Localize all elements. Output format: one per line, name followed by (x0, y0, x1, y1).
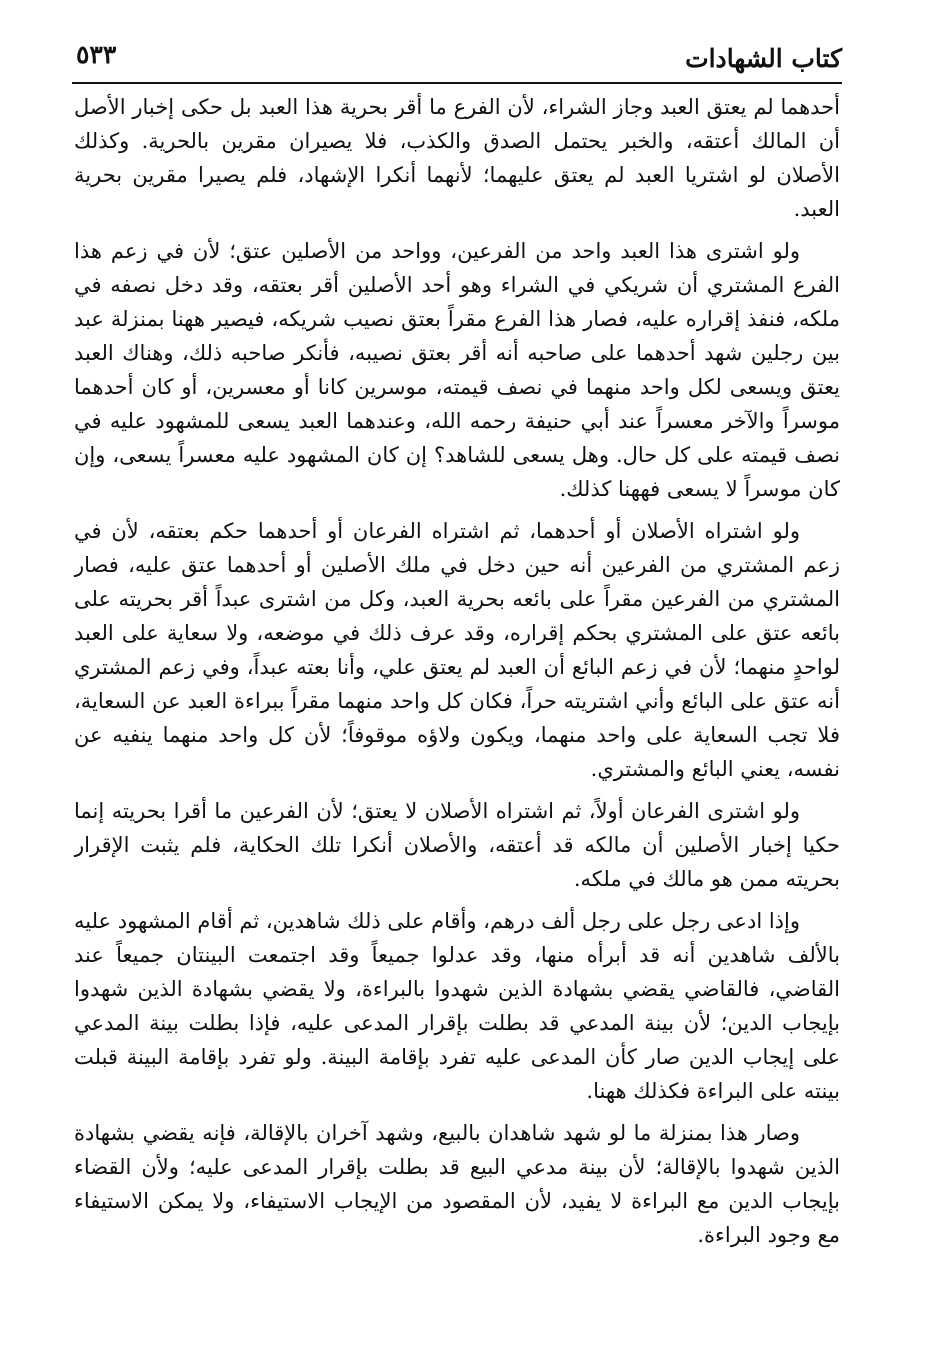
header-divider (72, 82, 842, 84)
paragraph-5: وإذا ادعى رجل على رجل ألف درهم، وأقام على ذلك شاهدين، ثم أقام المشهود عليه بالألف شاهدين أنه قد أبرأه منها، وقد عدلوا جميعاً وقد اجتمعت البينتان جميعاً عند القاضي، فالقاضي يقضي بشهادة الذين شهدوا بالبراءة، ولا يقضي بشهادة الذين شهدوا بإيجاب الدين؛ لأن بينة المدعي قد بطلت بإقرار المدعى عليه، فإذا بطلت بينة المدعي على إيجاب الدين صار كأن المدعى عليه تفرد بإقامة البينة. ولو تفرد بإقامة البينة قبلت بينته على البراءة فكذلك ههنا. (74, 909, 840, 1103)
paragraph-6: وصار هذا بمنزلة ما لو شهد شاهدان بالبيع، وشهد آخران بالإقالة، فإنه يقضي بشهادة الذين شهدوا بالإقالة؛ لأن بينة مدعي البيع قد بطلت بإقرار المدعى عليه؛ ولأن القضاء بإيجاب الدين مع البراءة لا يفيد، لأن المقصود من الإيجاب الاستيفاء، ولا يمكن الاستيفاء مع وجود البراءة. (74, 1121, 840, 1247)
paragraph-2: ولو اشترى هذا العبد واحد من الفرعين، وواحد من الأصلين عتق؛ لأن في زعم هذا الفرع المشتري أن شريكي في الشراء وهو أحد الأصلين أقر بعتقه، وقد دخل نصفه في ملكه، فنفذ إقراره عليه، فصار هذا الفرع مقراً بعتق نصيب شريكه، فيصير ههنا بمنزلة عبد بين رجلين شهد أحدهما على صاحبه أنه أقر بعتق نصيبه، فأنكر صاحبه ذلك، وهناك العبد يعتق ويسعى لكل واحد منهما في نصف قيمته، موسرين كانا أو معسرين، أو كان أحدهما موسراً والآخر معسراً عند أبي حنيفة رحمه الله، وعندهما العبد يسعى للمشهود عليه في نصف قيمته على كل حال. وهل يسعى للشاهد؟ إن كان المشهود عليه معسراً يسعى، وإن كان موسراً لا يسعى فههنا كذلك. (74, 239, 840, 501)
paragraph-3: ولو اشتراه الأصلان أو أحدهما، ثم اشتراه الفرعان أو أحدهما حكم بعتقه، لأن في زعم المشتري من الفرعين أنه حين دخل في ملك الأصلين أو أحدهما عتق عليه، فصار المشتري من الفرعين مقراً على بائعه بحرية العبد، وكل من اشترى عبداً أقر بحريته على بائعه عتق على المشتري بحكم إقراره، وقد عرف ذلك في موضعه، ولا سعاية على العبد لواحدٍ منهما؛ لأن في زعم البائع أن العبد لم يعتق علي، وأنا بعته عبداً، وفي زعم المشتري أنه عتق على البائع وأني اشتريته حراً، فكان كل واحد منهما مقراً ببراءة العبد عن السعاية، فلا تجب السعاية على واحد منهما، ويكون ولاؤه موقوفاً؛ لأن كل واحد منهما ينفيه عن نفسه، يعني البائع والمشتري. (74, 519, 840, 781)
page-header (72, 36, 842, 80)
paragraph-1: أحدهما لم يعتق العبد وجاز الشراء، لأن الفرع ما أقر بحرية هذا العبد بل حكى إخبار الأصل أن المالك أعتقه، والخبر يحتمل الصدق والكذب، فلا يصيران مقرين بالحرية. وكذلك الأصلان لو اشتريا العبد لم يعتق عليهما؛ لأنهما أنكرا الإشهاد، فلم يصيرا مقرين بحرية العبد. (74, 95, 840, 221)
page-number: ٥٣٣ (76, 40, 117, 69)
paragraph-4: ولو اشترى الفرعان أولاً، ثم اشتراه الأصلان لا يعتق؛ لأن الفرعين ما أقرا بحريته إنما حكيا إخبار الأصلين أن مالكه قد أعتقه، والأصلان أنكرا تلك الحكاية، فلم يثبت الإقرار بحريته ممن هو مالك في ملكه. (74, 799, 840, 891)
chapter-title: كتاب الشهادات (685, 44, 842, 73)
body-text (74, 90, 840, 1350)
